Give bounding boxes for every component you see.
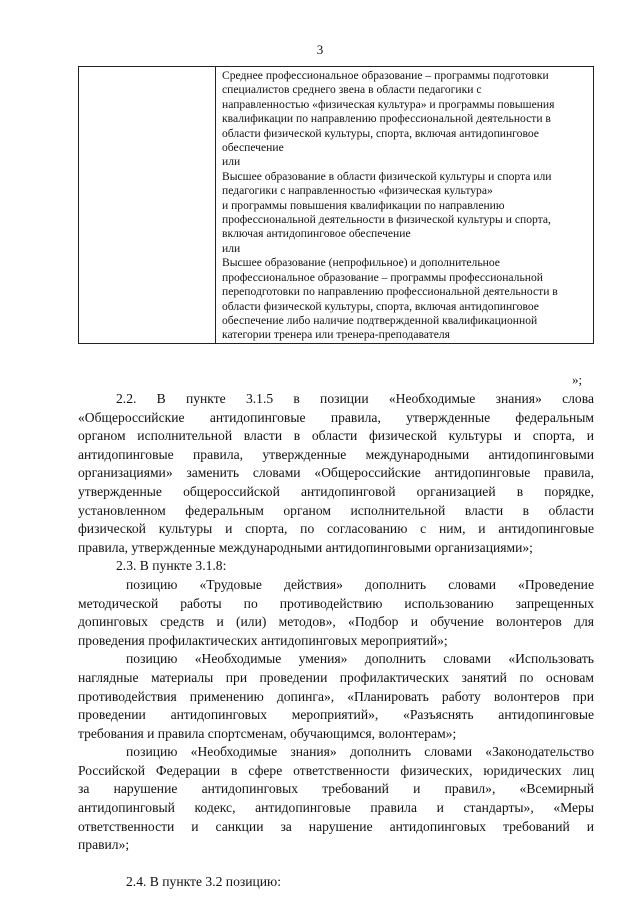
section-heading: 2.3. В пункте 3.1.8: bbox=[116, 558, 227, 574]
paragraph-line: органом исполнительной власти в области физической культуры и спорта, и bbox=[78, 428, 594, 444]
paragraph-line: установленном федеральным органом исполнительной власти в области bbox=[78, 502, 594, 518]
cell-line: квалификации по направлению профессиональной деятельности в bbox=[222, 112, 551, 126]
paragraph-line: требования и правила спортсменам, обучающимся, волонтерам»; bbox=[78, 725, 457, 741]
paragraph-line: наглядные материалы при проведении профилактических занятий по основам bbox=[78, 669, 594, 685]
paragraph-line: методической работы по противодействию использованию запрещенных bbox=[78, 595, 594, 611]
cell-line: или bbox=[222, 155, 241, 169]
cell-line: области физической культуры, спорта, включая антидопинговое bbox=[222, 126, 539, 140]
paragraph-line: противодействия применению допинга», «Планировать работу волонтеров при bbox=[78, 688, 594, 704]
cell-line: и программы повышения квалификации по направлению bbox=[222, 198, 505, 212]
paragraph-line: ответственности и санкции за нарушение антидопинговых требований и bbox=[78, 818, 594, 834]
paragraph-line: позицию «Необходимые знания» дополнить словами «Законодательство bbox=[126, 744, 594, 760]
table-cell-empty bbox=[79, 67, 216, 344]
paragraph-line: за нарушение антидопинговых требований и правил», «Всемирный bbox=[78, 781, 594, 797]
paragraph-line: утвержденные общероссийской антидопинговой организацией в порядке, bbox=[78, 483, 594, 499]
cell-line: специалистов среднего звена в области педагогики с bbox=[222, 83, 482, 97]
cell-line: Высшее образование (непрофильное) и дополнительное bbox=[222, 256, 500, 270]
paragraph-line: позицию «Трудовые действия» дополнить словами «Проведение bbox=[126, 576, 594, 592]
cell-line: Высшее образование в области физической культуры и спорта или bbox=[222, 169, 552, 183]
page-number: 3 bbox=[316, 42, 324, 57]
cell-line: направленностью «физическая культура» и программы повышения bbox=[222, 97, 555, 111]
paragraph-line: Российской Федерации в сфере ответственности физических, юридических лиц bbox=[78, 762, 594, 778]
paragraph-line: правил»; bbox=[78, 837, 130, 853]
closing-quote: »; bbox=[572, 372, 583, 387]
paragraph-line: физической культуры и спорта, по согласованию с ним, и антидопинговые bbox=[78, 521, 594, 537]
paragraph-line: правила, утвержденные международными антидопинговыми организациями»; bbox=[78, 539, 533, 555]
cell-line: включая антидопинговое обеспечение bbox=[222, 227, 411, 241]
cell-line: переподготовки по направлению профессиональной деятельности в bbox=[222, 285, 558, 299]
paragraph-line: организациями» заменить словами «Общероссийские антидопинговые правила, bbox=[78, 465, 594, 481]
document-body bbox=[78, 390, 594, 892]
blank-line bbox=[78, 855, 594, 874]
cell-line: педагогики с направленностью «физическая культура» bbox=[222, 184, 493, 198]
cell-line: области физической культуры, спорта, включая антидопинговое bbox=[222, 299, 539, 313]
paragraph-line: проведения профилактических антидопинговых мероприятий»; bbox=[78, 632, 448, 648]
paragraph-line: 2.2. В пункте 3.1.5 в позиции «Необходимые знания» слова bbox=[116, 391, 594, 406]
cell-line: профессиональное образование – программы профессиональной bbox=[222, 270, 543, 284]
cell-line: обеспечение bbox=[222, 141, 284, 155]
cell-line: категории тренера или тренера-преподавателя bbox=[222, 328, 450, 342]
cell-line: профессиональной деятельности в физической культуры и спорта, bbox=[222, 213, 551, 227]
paragraph-line: антидопинговые правила, утвержденные международными антидопинговыми bbox=[78, 446, 594, 462]
paragraph-line: позицию «Необходимые умения» дополнить словами «Использовать bbox=[126, 651, 594, 667]
paragraph-line: проведении антидопинговых мероприятий», «Разъяснять антидопинговые bbox=[78, 707, 594, 723]
cell-line: обеспечение либо наличие подтвержденной квалификационной bbox=[222, 313, 538, 327]
paragraph-line: «Общероссийские антидопинговые правила, утвержденные федеральным bbox=[78, 409, 594, 425]
table-cell-requirements bbox=[216, 67, 594, 344]
cell-line: или bbox=[222, 241, 241, 255]
cell-line: Среднее профессиональное образование – программы подготовки bbox=[222, 69, 549, 82]
section-heading: 2.4. В пункте 3.2 позицию: bbox=[126, 874, 281, 890]
paragraph-line: допинговых средств и (или) методов», «Подбор и обучение волонтеров для bbox=[78, 614, 594, 630]
qualification-table bbox=[78, 66, 594, 344]
paragraph-line: антидопинговый кодекс, антидопинговые правила и стандарты», «Меры bbox=[78, 800, 594, 816]
